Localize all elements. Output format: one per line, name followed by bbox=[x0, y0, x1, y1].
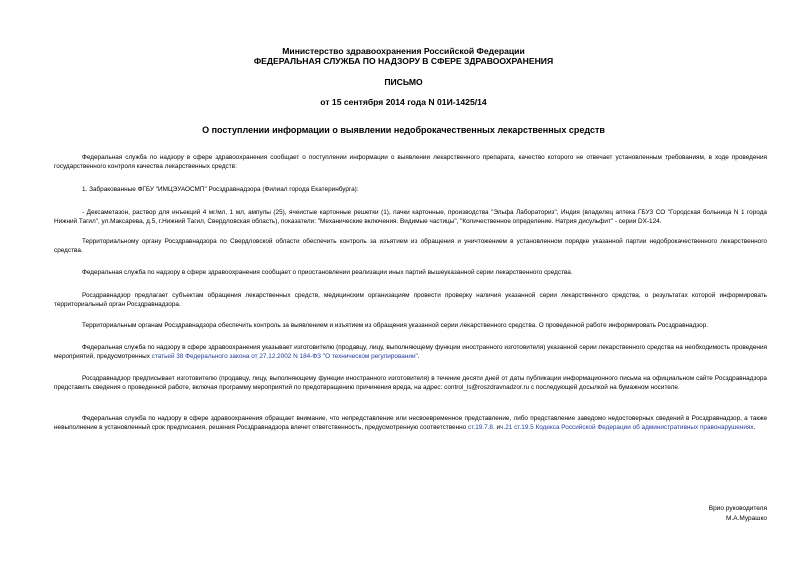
paragraph-7: Территориальным органам Росздравнадзора обеспечить контроль за выявлением и изъятием из обращения указанной серии лекарственного средства. О проведенной работе информировать Росздравнадзор. bbox=[82, 322, 709, 329]
paragraph-8-text: Федеральная служба по надзору в сфере здравоохранения указывает изготовителю (продавцу, лицу, выполняющему функции иностранного изготовителя) указанной серии лекарственного средства на необходимость проведения мероприятий, предусмотренных bbox=[54, 344, 767, 361]
document-type: ПИСЬМО bbox=[384, 77, 423, 87]
paragraph-10-mid: и bbox=[494, 424, 501, 432]
paragraph-4: Территориальному органу Росздравнадзора по Свердловской области обеспечить контроль за изъятием из обращения и уничтожением в установленном порядке указанной партии недоброкачественного лекарственного средства. bbox=[54, 238, 767, 255]
paragraph-10-text: Федеральная служба по надзору в сфере здравоохранения обращает внимание, что непредставление или несвоевременное представление, либо представление заведомо недостоверных сведений в Росздравнадзор, а также невыполнение в установленный срок предписания, решения Росздравнадзора влечет ответственность, предусмотренную соответственно bbox=[54, 415, 767, 432]
paragraph-1: Федеральная служба по надзору в сфере здравоохранения сообщает о поступлении информации о выявлении лекарственного препарата, качество которого не отвечает установленным требованиям, в ходе проведения государственного контроля качества лекарственных средств: bbox=[54, 154, 767, 171]
paragraph-6: Росздравнадзор предлагает субъектам обращения лекарственных средств, медицинским организациям провести проверку наличия указанной серии лекарственного средства, о результатах которой информировать территориальный орган Росздравнадзора. bbox=[54, 292, 767, 309]
paragraph-8 bbox=[54, 343, 767, 362]
paragraph-2: 1. Забракованные ФГБУ "ИМЦЭУАОСМП" Росздравнадзора (Филиал города Екатеринбурга): bbox=[82, 186, 359, 193]
article-link-2[interactable]: ч.21 ст.19.5 Кодекса Российской Федерации об административных правонарушениях bbox=[500, 424, 754, 432]
paragraph-5: Федеральная служба по надзору в сфере здравоохранения сообщает о приостановлении реализации иных партий вышеуказанной серии лекарственного средства. bbox=[82, 269, 573, 276]
paragraph-9: Росздравнадзор предписывает изготовителю (продавцу, лицу, выполняющему функции иностранного изготовителя) в течение десяти дней от даты публикации информационного письма на официальном сайте Росздравнадзора представить сведения о проведенной работе, включая программу мероприятий по предотвращению причинения вреда, на адрес: control_ls@roszdravnadzor.ru с последующей досылкой на бумажном носителе. bbox=[54, 375, 767, 392]
document-date: от 15 сентября 2014 года N 01И-1425/14 bbox=[320, 97, 487, 107]
paragraph-8-end: . bbox=[417, 353, 420, 361]
document-title: О поступлении информации о выявлении недоброкачественных лекарственных средств bbox=[202, 125, 605, 135]
service-name: ФЕДЕРАЛЬНАЯ СЛУЖБА ПО НАДЗОРУ В СФЕРЕ ЗДРАВООХРАНЕНИЯ bbox=[253, 56, 554, 66]
paragraph-10 bbox=[54, 414, 767, 433]
paragraph-3: - Дексаметазон, раствор для инъекций 4 мг/мл, 1 мл, ампулы (25), ячеистые картонные решетки (1), пачки картонные, производства "Эльфа Лабораториз", Индия (владелец аптека ГБУЗ СО "Городская больница N 1 города Нижний Тагил", ул.Максарева, д.5, г.Нижний Тагил, Свердловская область), показатели: "Механические включения. Видимые частицы", "Количественное определение. Натрия дисульфит" - серии DX-124. bbox=[54, 209, 767, 226]
signature-name: М.А.Мурашко bbox=[725, 515, 767, 522]
signature-position: Врио руководителя bbox=[708, 505, 767, 512]
article-link-1[interactable]: ст.19.7.8. bbox=[468, 424, 495, 432]
ministry-name: Министерство здравоохранения Российской Федерации bbox=[282, 46, 525, 56]
paragraph-10-end: . bbox=[753, 424, 756, 432]
law-link[interactable]: статьей 38 Федерального закона от 27.12.2002 N 184-ФЗ "О техническом регулировании" bbox=[151, 353, 418, 361]
